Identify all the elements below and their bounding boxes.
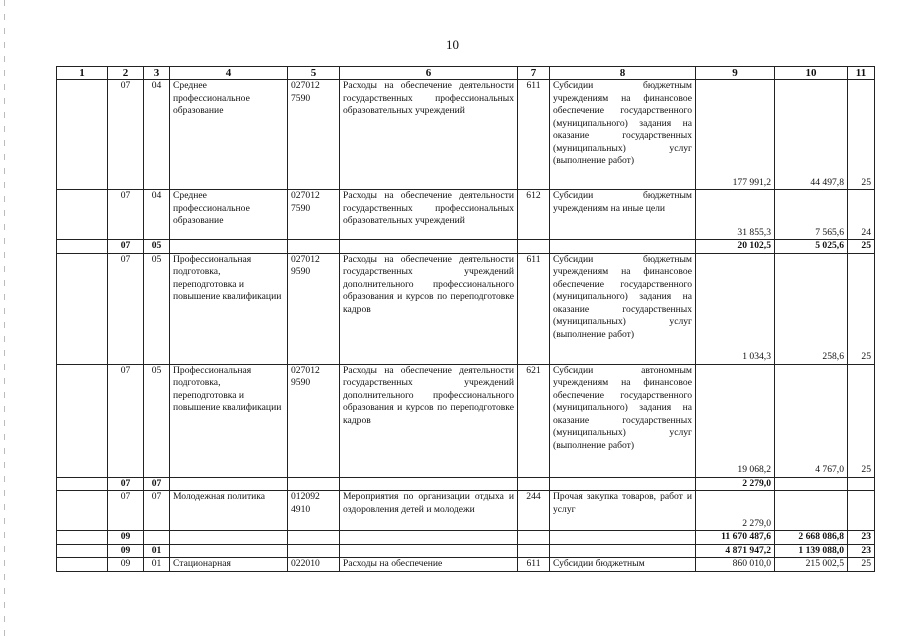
cell-amount-year: 19 068,2 bbox=[696, 364, 775, 477]
table-row bbox=[57, 477, 875, 491]
table-row bbox=[57, 544, 875, 558]
cell-percent: 25 bbox=[848, 240, 875, 254]
cell-amount-year: 31 855,3 bbox=[696, 190, 775, 240]
cell-percent: 24 bbox=[848, 190, 875, 240]
cell-section-name: Молодежная политика bbox=[170, 491, 288, 531]
cell-expense-name: Прочая закупка товаров, работ и услуг bbox=[550, 491, 696, 531]
cell-amount-quarter: 7 565,6 bbox=[775, 190, 848, 240]
cell-amount-quarter: 5 025,6 bbox=[775, 240, 848, 254]
cell-amount-year: 2 279,0 bbox=[696, 491, 775, 531]
cell-target-code: 012092 4910 bbox=[288, 491, 340, 531]
cell-expense-name bbox=[550, 531, 696, 545]
cell-subsection: 07 bbox=[144, 491, 170, 531]
cell-expense-type: 612 bbox=[518, 190, 550, 240]
cell-expense-type: 621 bbox=[518, 364, 550, 477]
cell-target-name: Расходы на обеспечение деятельности государственных учреждений дополнительного профессионального образования и курсов по переподготовке кадров bbox=[340, 364, 518, 477]
cell-section-name bbox=[170, 477, 288, 491]
col-header-7: 7 bbox=[518, 67, 550, 80]
cell-expense-type: 611 bbox=[518, 80, 550, 190]
cell-target-code bbox=[288, 531, 340, 545]
cell-target-name bbox=[340, 477, 518, 491]
cell-amount-year: 860 010,0 bbox=[696, 558, 775, 572]
cell-expense-name: Субсидии бюджетным учреждениям на финансовое обеспечение государственного (муниципального) задания на оказание государственных (муниципальных) услуг (выполнение работ) bbox=[550, 80, 696, 190]
cell-target-code: 027012 9590 bbox=[288, 364, 340, 477]
cell-section: 07 bbox=[108, 190, 144, 240]
cell-amount-year: 2 279,0 bbox=[696, 477, 775, 491]
col-header-1: 1 bbox=[57, 67, 108, 80]
cell-section: 07 bbox=[108, 491, 144, 531]
table-row bbox=[57, 531, 875, 545]
cell-subsection: 04 bbox=[144, 190, 170, 240]
cell-section-name bbox=[170, 531, 288, 545]
cell-target-name: Расходы на обеспечение деятельности государственных учреждений дополнительного профессионального образования и курсов по переподготовке кадров bbox=[340, 253, 518, 364]
cell-section-name bbox=[170, 544, 288, 558]
cell-target-name: Расходы на обеспечение деятельности государственных профессиональных образовательных учреждений bbox=[340, 190, 518, 240]
cell-expense-name bbox=[550, 544, 696, 558]
cell-section: 09 bbox=[108, 544, 144, 558]
cell-section: 07 bbox=[108, 253, 144, 364]
cell-expense-type bbox=[518, 531, 550, 545]
cell-target-name: Расходы на обеспечение bbox=[340, 558, 518, 572]
col-header-10: 10 bbox=[775, 67, 848, 80]
cell-subsection: 05 bbox=[144, 253, 170, 364]
budget-table bbox=[56, 66, 875, 572]
cell-target-name bbox=[340, 240, 518, 254]
cell-target-code: 027012 9590 bbox=[288, 253, 340, 364]
cell-section: 07 bbox=[108, 477, 144, 491]
cell-percent: 23 bbox=[848, 531, 875, 545]
col-header-11: 11 bbox=[848, 67, 875, 80]
table-row bbox=[57, 558, 875, 572]
cell-col1 bbox=[57, 253, 108, 364]
cell-col1 bbox=[57, 531, 108, 545]
cell-subsection: 01 bbox=[144, 558, 170, 572]
cell-percent: 25 bbox=[848, 558, 875, 572]
cell-target-code: 027012 7590 bbox=[288, 80, 340, 190]
cell-subsection: 07 bbox=[144, 477, 170, 491]
cell-section: 07 bbox=[108, 80, 144, 190]
cell-section-name: Профессиональная подготовка, переподготовка и повышение квалификации bbox=[170, 253, 288, 364]
cell-amount-quarter bbox=[775, 477, 848, 491]
cell-expense-type bbox=[518, 477, 550, 491]
cell-amount-quarter: 44 497,8 bbox=[775, 80, 848, 190]
cell-amount-year: 11 670 487,6 bbox=[696, 531, 775, 545]
cell-expense-type bbox=[518, 544, 550, 558]
cell-expense-type: 611 bbox=[518, 558, 550, 572]
col-header-2: 2 bbox=[108, 67, 144, 80]
cell-expense-name: Субсидии бюджетным bbox=[550, 558, 696, 572]
col-header-9: 9 bbox=[696, 67, 775, 80]
cell-expense-name bbox=[550, 240, 696, 254]
table-row bbox=[57, 190, 875, 240]
cell-section-name bbox=[170, 240, 288, 254]
cell-target-name bbox=[340, 531, 518, 545]
cell-percent: 25 bbox=[848, 364, 875, 477]
cell-percent bbox=[848, 477, 875, 491]
cell-expense-name bbox=[550, 477, 696, 491]
cell-subsection bbox=[144, 531, 170, 545]
cell-col1 bbox=[57, 477, 108, 491]
cell-amount-quarter: 2 668 086,8 bbox=[775, 531, 848, 545]
page-number: 10 bbox=[446, 37, 459, 52]
col-header-4: 4 bbox=[170, 67, 288, 80]
cell-target-name bbox=[340, 544, 518, 558]
cell-section-name: Стационарная bbox=[170, 558, 288, 572]
col-header-3: 3 bbox=[144, 67, 170, 80]
cell-col1 bbox=[57, 80, 108, 190]
cell-percent: 25 bbox=[848, 80, 875, 190]
col-header-6: 6 bbox=[340, 67, 518, 80]
scan-edge-line bbox=[4, 0, 5, 640]
header-row bbox=[57, 67, 875, 80]
cell-percent bbox=[848, 491, 875, 531]
cell-percent: 23 bbox=[848, 544, 875, 558]
cell-expense-name: Субсидии автономным учреждениям на финансовое обеспечение государственного (муниципального) задания на оказание государственных (муниципальных) услуг (выполнение работ) bbox=[550, 364, 696, 477]
cell-expense-name: Субсидии бюджетным учреждениям на иные цели bbox=[550, 190, 696, 240]
cell-section: 09 bbox=[108, 558, 144, 572]
table-row bbox=[57, 364, 875, 477]
col-header-5: 5 bbox=[288, 67, 340, 80]
cell-section-name: Среднее профессиональное образование bbox=[170, 190, 288, 240]
cell-amount-year: 4 871 947,2 bbox=[696, 544, 775, 558]
cell-col1 bbox=[57, 544, 108, 558]
cell-amount-year: 1 034,3 bbox=[696, 253, 775, 364]
cell-amount-quarter bbox=[775, 491, 848, 531]
cell-subsection: 01 bbox=[144, 544, 170, 558]
cell-amount-year: 177 991,2 bbox=[696, 80, 775, 190]
cell-target-name: Расходы на обеспечение деятельности государственных профессиональных образовательных учреждений bbox=[340, 80, 518, 190]
col-header-8: 8 bbox=[550, 67, 696, 80]
cell-amount-year: 20 102,5 bbox=[696, 240, 775, 254]
cell-amount-quarter: 258,6 bbox=[775, 253, 848, 364]
cell-subsection: 04 bbox=[144, 80, 170, 190]
cell-col1 bbox=[57, 491, 108, 531]
cell-section: 09 bbox=[108, 531, 144, 545]
cell-amount-quarter: 215 002,5 bbox=[775, 558, 848, 572]
cell-col1 bbox=[57, 190, 108, 240]
cell-target-name: Мероприятия по организации отдыха и оздоровления детей и молодежи bbox=[340, 491, 518, 531]
cell-expense-type: 611 bbox=[518, 253, 550, 364]
cell-section: 07 bbox=[108, 240, 144, 254]
cell-col1 bbox=[57, 240, 108, 254]
cell-col1 bbox=[57, 364, 108, 477]
cell-expense-name: Субсидии бюджетным учреждениям на финансовое обеспечение государственного (муниципального) задания на оказание государственных (муниципальных) услуг (выполнение работ) bbox=[550, 253, 696, 364]
cell-target-code bbox=[288, 477, 340, 491]
cell-target-code bbox=[288, 544, 340, 558]
cell-target-code: 027012 7590 bbox=[288, 190, 340, 240]
cell-subsection: 05 bbox=[144, 240, 170, 254]
cell-expense-type bbox=[518, 240, 550, 254]
table-row bbox=[57, 240, 875, 254]
cell-section: 07 bbox=[108, 364, 144, 477]
cell-section-name: Среднее профессиональное образование bbox=[170, 80, 288, 190]
cell-col1 bbox=[57, 558, 108, 572]
cell-target-code bbox=[288, 240, 340, 254]
table-row bbox=[57, 80, 875, 190]
table-body bbox=[57, 67, 875, 572]
table-row bbox=[57, 491, 875, 531]
cell-amount-quarter: 1 139 088,0 bbox=[775, 544, 848, 558]
cell-section-name: Профессиональная подготовка, переподготовка и повышение квалификации bbox=[170, 364, 288, 477]
table-row bbox=[57, 253, 875, 364]
cell-expense-type: 244 bbox=[518, 491, 550, 531]
cell-target-code: 022010 bbox=[288, 558, 340, 572]
cell-subsection: 05 bbox=[144, 364, 170, 477]
cell-percent: 25 bbox=[848, 253, 875, 364]
cell-amount-quarter: 4 767,0 bbox=[775, 364, 848, 477]
